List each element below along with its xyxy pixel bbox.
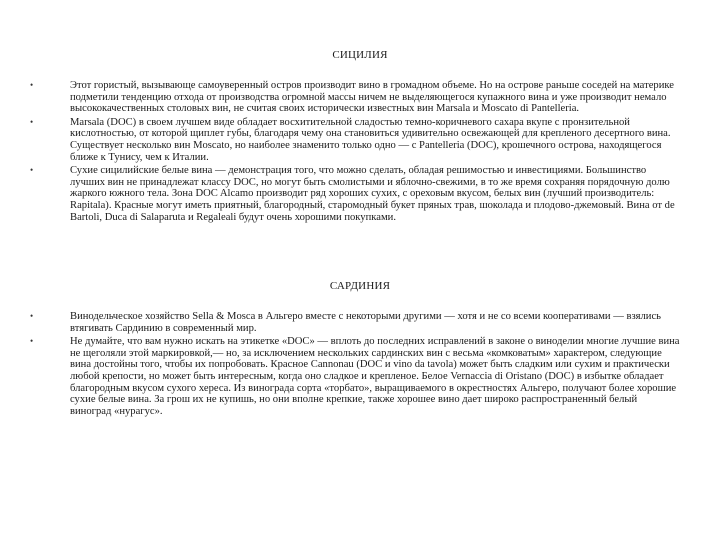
bullet-icon: • (30, 80, 34, 90)
bullet-icon: • (30, 116, 34, 127)
list-item (30, 117, 680, 163)
list-item (30, 336, 680, 417)
list-item-text: Не думайте, что вам нужно искать на этикетке «DOC» — вплоть до последних исправлений в законе о виноделии многие лучшие вина не щеголяли этой маркировкой,— но, за исключением нескольких сардинских вин с весьма «комковатым» характером, следующие вина достойны того, чтобы их попробовать. Красное Cannonau (DOC и vino da tavola) может быть сладким или сухим и практически любой крепости, но может быть интересным, когда оно сладкое и крепленое. Белое Vernaccia di Oristano (DOC) в избытке обладает благородным вкусом сухого хереса. Из винограда сорта «торбато», выращиваемого в окрестностях Альгеро, получают более хорошие сухие белые вина. За грош их не купишь, но они вполне крепкие, также хорошее вино дает широко распространенный белый виноград «нурагус». (70, 336, 680, 417)
list-item-text: Этот гористый, вызывающе самоуверенный остров производит вино в громадном объеме. Но на острове раньше соседей на материке подметили тенденцию отхода от производства огромной массы ничем не выделяющегося купажного вина и уже производит немало высококачественных столовых вин, не считая своих исторически известных вин Marsala и Moscato di Pantelleria. (70, 80, 674, 115)
list-item-text: Сухие сицилийские белые вина — демонстрация того, что можно сделать, обладая решимостью и инвестициями. Большинство лучших вин не принадлежат классу DOC, но могут быть смолистыми и яблочно-свежими, в то же время сохраняя порядочную долю жаркого южного тела. Зона DOC Alcamo производит ряд хороших сухих, с ореховым вкусом, белых вин (лучший производитель: Rapitala). Красные могут иметь приятный, благородный, старомодный букет пряных трав, шоколада и плодово-джемовый. Вина от de Bartoli, Duca di Salaparuta и Regaleali будут очень хорошими покупками. (70, 165, 675, 223)
list-item (30, 165, 680, 223)
bullet-icon: • (30, 311, 34, 321)
list-item-text: Marsala (DOC) в своем лучшем виде обладает восхитительной сладостью темно-коричневого сахара вкупе с пронзительной кислотностью, от которой щиплет губы, благодаря чему она становиться удивительно освежающей для крепленого десертного вина. Существует несколько вин Moscato, но наиболее знаменито только одно — с Pantelleria (DOC), крошечного острова, находящегося ближе к Тунису, чем к Италии. (70, 116, 671, 163)
bullet-icon: • (30, 165, 34, 176)
list-item-text: Винодельческое хозяйство Sella & Mosca в Альгеро вместе с некоторыми другими — хотя и не со всеми кооперативами — взялись втягивать Сардинию в современный мир. (70, 311, 662, 334)
section-title-sicily: СИЦИЛИЯ (332, 49, 388, 61)
list-item (30, 80, 680, 115)
bullet-icon: • (30, 336, 34, 347)
list-item (30, 311, 680, 334)
sardinia-bullet-list (30, 311, 680, 417)
sicily-bullet-list (30, 80, 680, 223)
section-title-sardinia: САРДИНИЯ (329, 280, 391, 292)
